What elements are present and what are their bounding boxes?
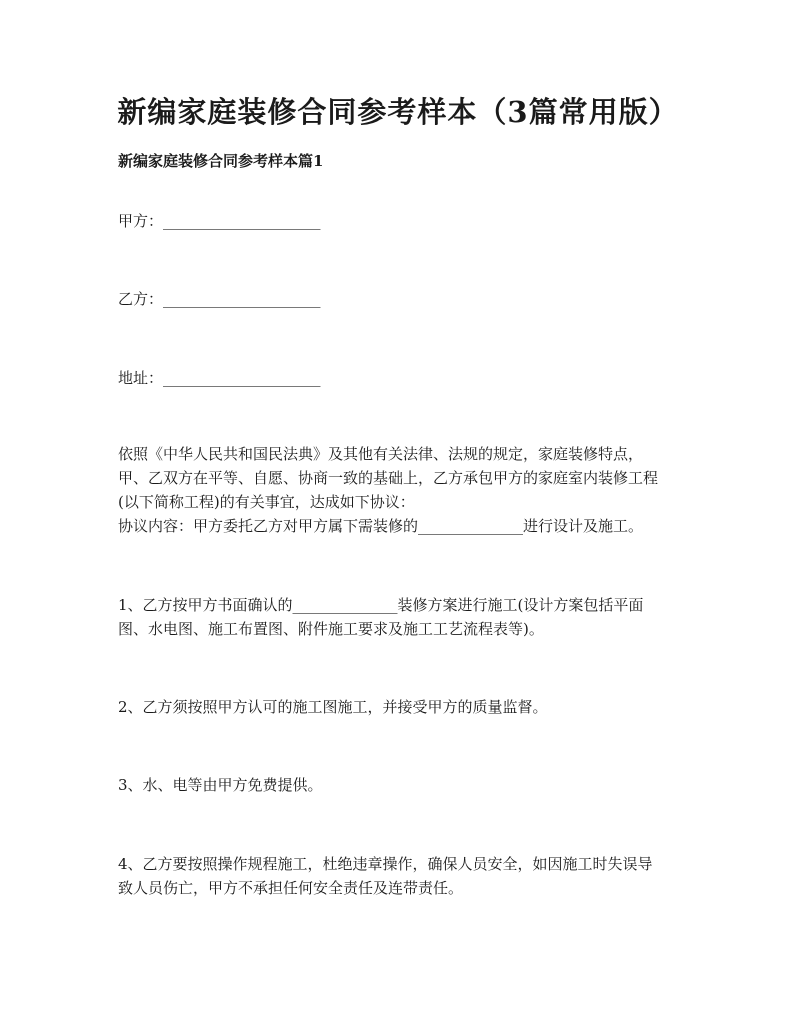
- clause-1: [118, 593, 688, 641]
- intro-line: 依照《中华人民共和国民法典》及其他有关法律、法规的规定，家庭装修特点，: [118, 445, 644, 463]
- clause-3: [118, 773, 688, 797]
- party-a-field: [118, 210, 321, 231]
- clause-line: 2、乙方须按照甲方认可的施工图施工，并接受甲方的质量监督。: [118, 698, 548, 716]
- address-field: [118, 367, 321, 388]
- party-b-field: [118, 288, 321, 309]
- agreement-content-line: 协议内容：甲方委托乙方对甲方属下需装修的______________进行设计及施工。: [118, 517, 644, 535]
- clause-line: 4、乙方要按照操作规程施工，杜绝违章操作，确保人员安全，如因施工时失误导: [118, 855, 653, 873]
- party-b-label: 乙方：: [118, 290, 164, 308]
- document-title: 新编家庭装修合同参考样本（3篇常用版）: [117, 95, 679, 129]
- party-a-blank: _____________________: [163, 212, 321, 230]
- address-label: 地址：: [118, 369, 164, 387]
- clause-line: 3、水、电等由甲方免费提供。: [118, 776, 323, 794]
- clause-4: [118, 852, 688, 900]
- party-b-blank: _____________________: [163, 290, 321, 308]
- clause-2: [118, 695, 688, 719]
- clause-line: 1、乙方按甲方书面确认的______________装修方案进行施工(设计方案包括平面: [118, 596, 644, 614]
- clause-line: 图、水电图、施工布置图、附件施工要求及施工工艺流程表等)。: [118, 620, 544, 638]
- address-blank: _____________________: [163, 369, 321, 387]
- section-heading: 新编家庭装修合同参考样本篇1: [118, 152, 324, 170]
- clause-line: 致人员伤亡，甲方不承担任何安全责任及连带责任。: [118, 879, 464, 897]
- intro-line: 甲、乙双方在平等、自愿、协商一致的基础上，乙方承包甲方的家庭室内装修工程: [118, 469, 659, 487]
- intro-paragraph: [118, 442, 688, 538]
- party-a-label: 甲方：: [118, 212, 164, 230]
- intro-line: (以下简称工程)的有关事宜，达成如下协议：: [118, 493, 415, 511]
